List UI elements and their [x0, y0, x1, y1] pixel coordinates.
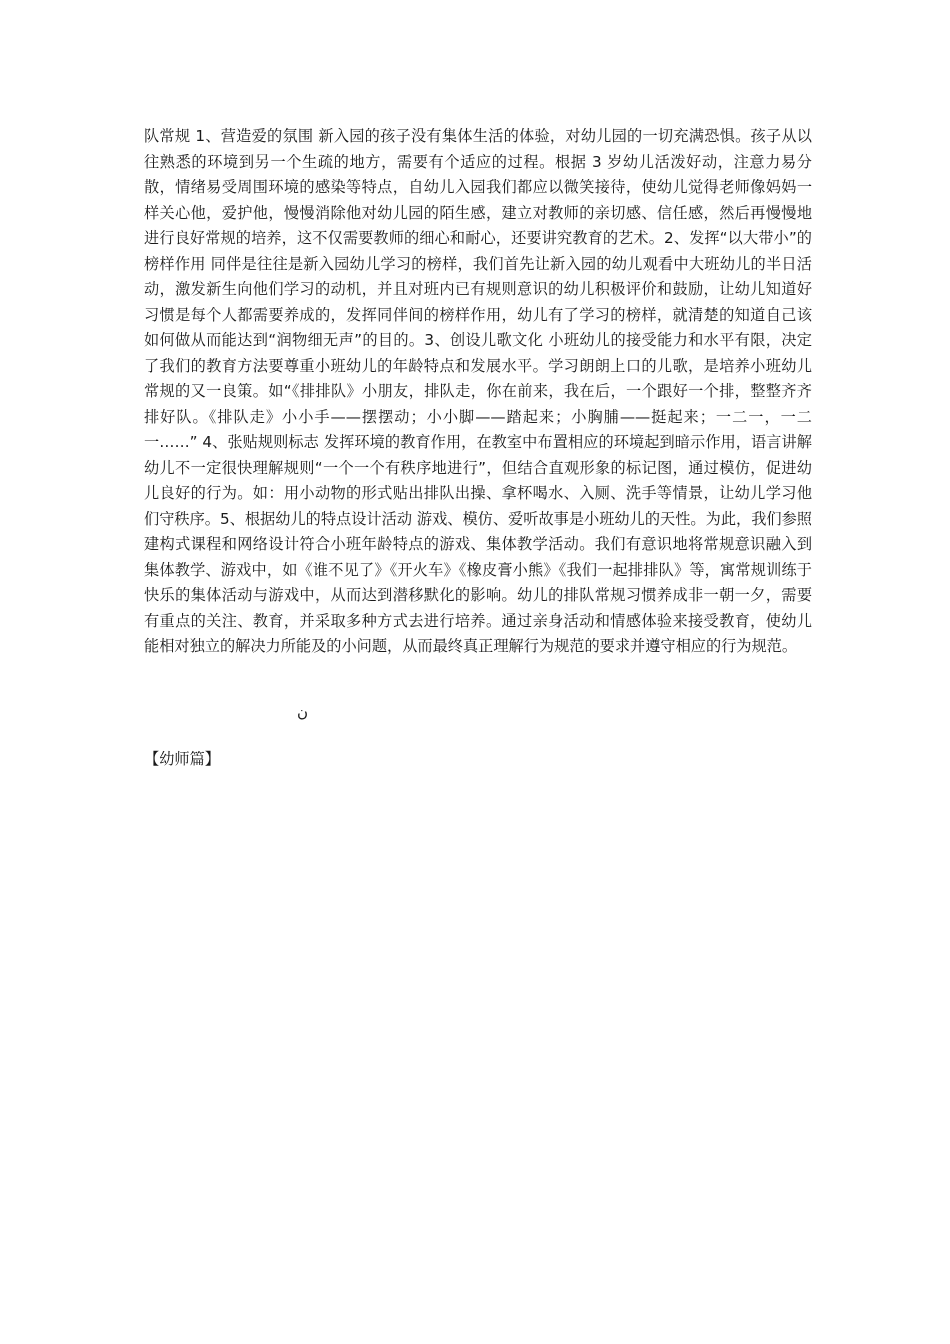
section-label: 【幼师篇】 — [144, 750, 220, 768]
stray-glyph: ن — [297, 703, 309, 721]
body-paragraph: 队常规 1、营造爱的氛围 新入园的孩子没有集体生活的体验，对幼儿园的一切充满恐惧。孩子从以往熟悉的环境到另一个生疏的地方，需要有个适应的过程。根据 3 岁幼儿活泼好动，注意力易分散，情绪易受周围环境的感染等特点，自幼儿入园我们都应以微笑接待，使幼儿觉得老师像妈妈一样关心他，爱护他，慢慢消除他对幼儿园的陌生感，建立对教师的亲切感、信任感，然后再慢慢地进行良好常规的培养，这不仅需要教师的细心和耐心，还要讲究教育的艺术。2、发挥“以大带小”的榜样作用 同伴是往往是新入园幼儿学习的榜样，我们首先让新入园的幼儿观看中大班幼儿的半日活动，激发新生向他们学习的动机，并且对班内已有规则意识的幼儿积极评价和鼓励，让幼儿知道好习惯是每个人都需要养成的，发挥同伴间的榜样作用，幼儿有了学习的榜样，就清楚的知道自己该如何做从而能达到“润物细无声”的目的。3、创设儿歌文化 小班幼儿的接受能力和水平有限，决定了我们的教育方法要尊重小班幼儿的年龄特点和发展水平。学习朗朗上口的儿歌，是培养小班幼儿常规的又一良策。如“《排排队》小朋友，排队走，你在前来，我在后，一个跟好一个排，整整齐齐排好队。《排队走》小小手——摆摆动；小小脚——踏起来；小胸脯——挺起来；一二一，一二一……” 4、张贴规则标志 发挥环境的教育作用，在教室中布置相应的环境起到暗示作用，语言讲解幼儿不一定很快理解规则“一个一个有秩序地进行”，但结合直观形象的标记图，通过模仿，促进幼儿良好的行为。如：用小动物的形式贴出排队出操、拿杯喝水、入厕、洗手等情景，让幼儿学习他们守秩序。5、根据幼儿的特点设计活动 游戏、模仿、爱听故事是小班幼儿的天性。为此，我们参照建构式课程和网络设计符合小班年龄特点的游戏、集体教学活动。我们有意识地将常规意识融入到集体教学、游戏中，如《谁不见了》《开火车》《橡皮膏小熊》《我们一起排排队》等，寓常规训练于快乐的集体活动与游戏中，从而达到潜移默化的影响。幼儿的排队常规习惯养成非一朝一夕，需要有重点的关注、教育，并采取多种方式去进行培养。通过亲身活动和情感体验来接受教育，使幼儿能相对独立的解决力所能及的小问题，从而最终真正理解行为规范的要求并遵守相应的行为规范。 — [144, 127, 812, 655]
